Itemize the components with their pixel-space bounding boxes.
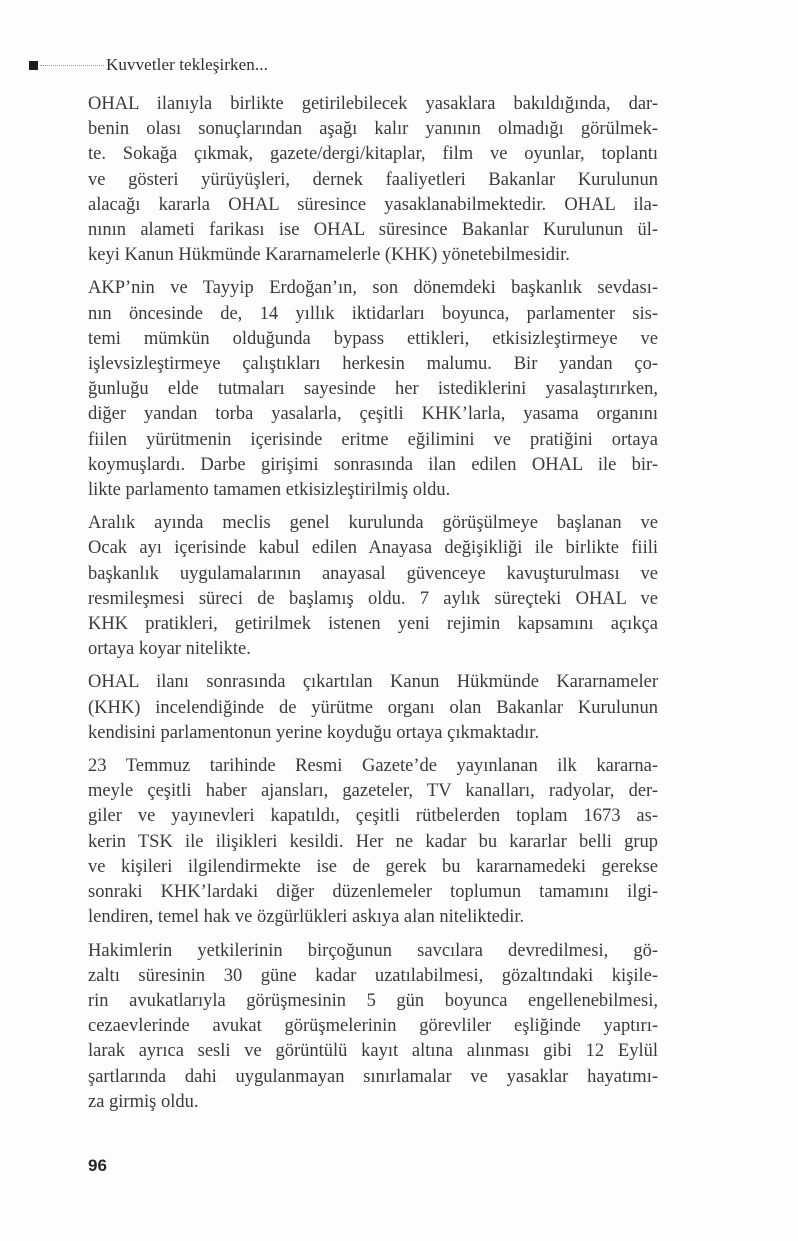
text-line: zaltı süresinin 30 güne kadar uzatılabilmesi, gözaltındaki kişile- xyxy=(88,965,658,986)
paragraph-5 xyxy=(88,754,658,930)
text-line: diğer yandan torba yasalarla, çeşitli KHK’larla, yasama organını xyxy=(88,404,658,425)
text-line: AKP’nin ve Tayyip Erdoğan’ın, son dönemdeki başkanlık sevdası- xyxy=(88,278,658,299)
text-line: kendisini parlamentonun yerine koyduğu ortaya çıkmaktadır. xyxy=(88,722,540,743)
text-line: temi mümkün olduğunda bypass ettikleri, etkisizleştirmeye ve xyxy=(88,328,658,349)
text-line: fiilen yürütmenin içerisinde eritme eğilimini ve pratiğini ortaya xyxy=(88,429,658,450)
page-number: 96 xyxy=(88,1156,107,1175)
text-line: meyle çeşitli haber ajansları, gazeteler, TV kanalları, radyolar, der- xyxy=(88,781,658,802)
text-line: OHAL ilanı sonrasında çıkartılan Kanun Hükmünde Kararnameler xyxy=(88,672,658,693)
text-line: ve gösteri yürüyüşleri, dernek faaliyetleri Bakanlar Kurulunun xyxy=(88,169,658,190)
text-line: KHK pratikleri, getirilmek istenen yeni rejimin kapsamını açıkça xyxy=(88,614,658,635)
text-line: nının alameti farikası ise OHAL süresince Bakanlar Kurulunun ül- xyxy=(88,220,658,241)
text-line: OHAL ilanıyla birlikte getirilebilecek yasaklara bakıldığında, dar- xyxy=(88,94,658,114)
dotted-leader-line xyxy=(40,65,104,66)
paragraph-2 xyxy=(88,276,658,503)
text-line: şartlarında dahi uygulanmayan sınırlamalar ve yasaklar hayatımı- xyxy=(88,1066,658,1087)
body-text xyxy=(88,92,658,1123)
text-line: başkanlık uygulamalarının anayasal güvenceye kavuşturulması ve xyxy=(88,563,658,584)
text-line: işlevsizleştirmeye çalıştıkları herkesin malumu. Bir yandan ço- xyxy=(88,354,658,375)
text-line: za girmiş oldu. xyxy=(88,1091,199,1112)
text-line: ortaya koyar nitelikte. xyxy=(88,639,251,660)
text-line: 23 Temmuz tarihinde Resmi Gazete’de yayınlanan ilk kararna- xyxy=(88,756,658,777)
square-bullet-icon xyxy=(29,61,38,70)
text-line: ve kişileri ilgilendirmekte ise de gerek bu kararnamedeki gerekse xyxy=(88,856,658,877)
paragraph-3 xyxy=(88,511,658,662)
text-line: koymuşlardı. Darbe girişimi sonrasında ilan edilen OHAL ile bir- xyxy=(88,454,658,475)
text-line: sonraki KHK’lardaki diğer düzenlemeler toplumun tamamını ilgi- xyxy=(88,882,658,903)
chapter-title: Kuvvetler tekleşirken... xyxy=(106,55,268,74)
text-line: Hakimlerin yetkilerinin birçoğunun savcılara devredilmesi, gö- xyxy=(88,940,658,961)
text-line: benin olası sonuçlarından aşağı kalır yanının olmadığı görülmek- xyxy=(88,119,658,140)
text-line: Ocak ayı içerisinde kabul edilen Anayasa değişikliği ile birlikte fiili xyxy=(88,538,658,559)
text-line: nın öncesinde de, 14 yıllık iktidarları boyunca, parlamenter sis- xyxy=(88,303,658,324)
text-line: lendiren, temel hak ve özgürlükleri askıya alan niteliktedir. xyxy=(88,907,525,928)
text-line: kerin TSK ile ilişikleri kesildi. Her ne kadar bu kararlar belli grup xyxy=(88,831,658,852)
text-line: (KHK) incelendiğinde de yürütme organı olan Bakanlar Kurulunun xyxy=(88,697,658,718)
paragraph-6 xyxy=(88,939,658,1115)
text-line: rin avukatlarıyla görüşmesinin 5 gün boyunca engellenebilmesi, xyxy=(88,990,658,1011)
text-line: giler ve yayınevleri kapatıldı, çeşitli rütbelerden toplam 1673 as- xyxy=(88,806,658,827)
text-line: keyi Kanun Hükmünde Kararnamelerle (KHK) yönetebilmesidir. xyxy=(88,245,570,266)
running-header xyxy=(29,55,268,75)
text-line: alacağı kararla OHAL süresince yasaklanabilmektedir. OHAL ila- xyxy=(88,194,658,215)
text-line: te. Sokağa çıkmak, gazete/dergi/kitaplar, film ve oyunlar, toplantı xyxy=(88,144,658,165)
text-line: resmileşmesi süreci de başlamış oldu. 7 aylık süreçteki OHAL ve xyxy=(88,588,658,609)
paragraph-1 xyxy=(88,92,658,268)
text-line: ğunluğu elde tutmaları sayesinde her istediklerini yasalaştırırken, xyxy=(88,379,658,400)
text-line: cezaevlerinde avukat görüşmelerinin görevliler eşliğinde yaptırı- xyxy=(88,1016,658,1037)
text-line: Aralık ayında meclis genel kurulunda görüşülmeye başlanan ve xyxy=(88,513,658,534)
paragraph-4 xyxy=(88,670,658,746)
text-line: larak ayrıca sesli ve görüntülü kayıt altına alınması gibi 12 Eylül xyxy=(88,1041,658,1062)
text-line: likte parlamento tamamen etkisizleştirilmiş oldu. xyxy=(88,480,451,501)
